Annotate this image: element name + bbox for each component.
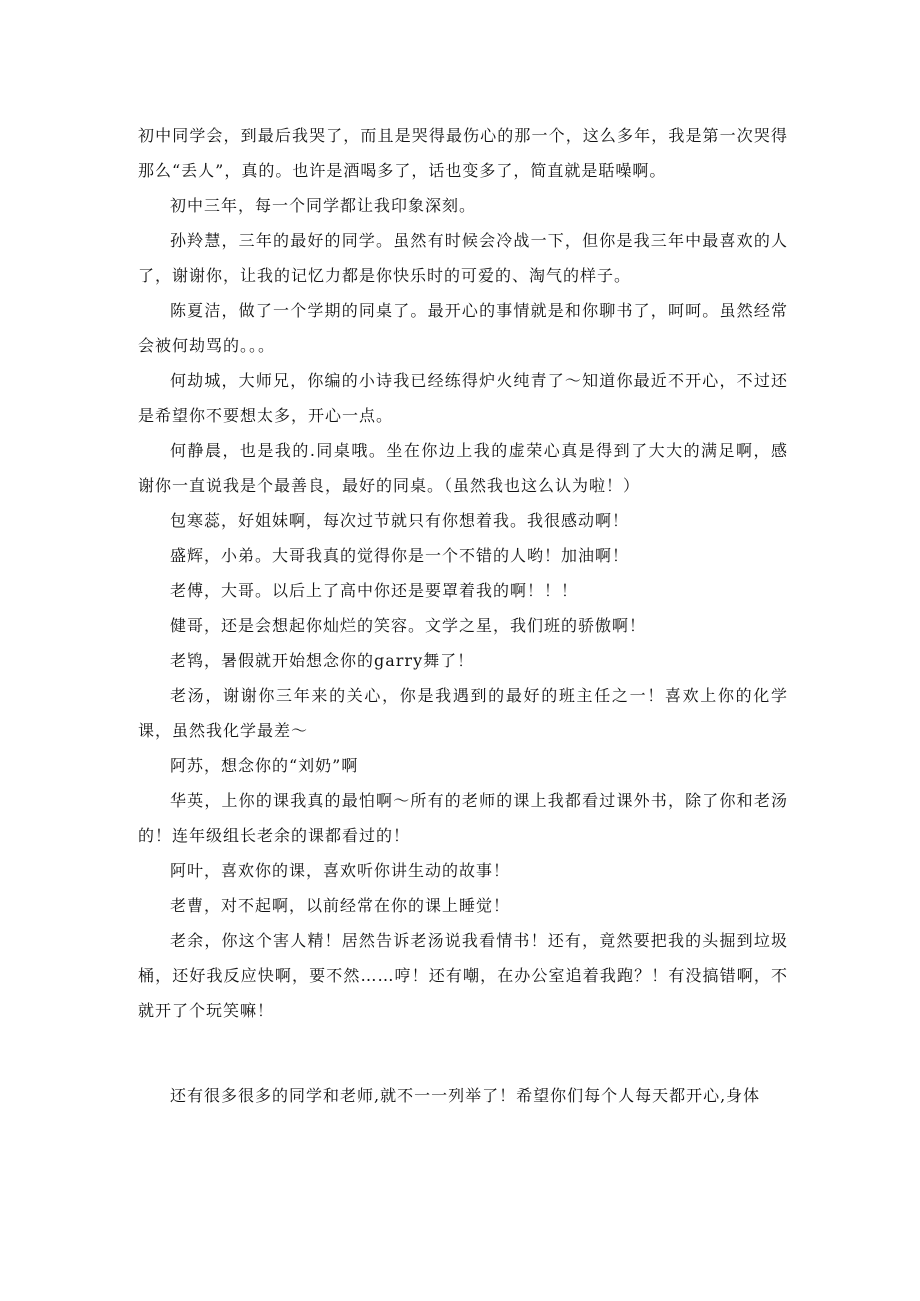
paragraph: 健哥，还是会想起你灿烂的笑容。文学之星，我们班的骄傲啊！: [170, 616, 647, 635]
paragraph: 盛辉，小弟。大哥我真的觉得你是一个不错的人哟！加油啊！: [170, 546, 630, 565]
paragraph: 老傅，大哥。以后上了高中你还是要罩着我的啊！！！: [170, 581, 579, 600]
paragraph: 华英，上你的课我真的最怕啊～所有的老师的课上我都看过课外书，除了你和老汤的！连年级组长老余的课都看过的！: [138, 791, 788, 845]
paragraph: 孙羚慧，三年的最好的同学。虽然有时候会冷战一下，但你是我三年中最喜欢的人了，谢谢你，让我的记忆力都是你快乐时的可爱的、淘气的样子。: [138, 231, 788, 285]
paragraph: 初中三年，每一个同学都让我印象深刻。: [170, 196, 477, 215]
paragraph: 阿叶，喜欢你的课，喜欢听你讲生动的故事！: [170, 861, 511, 880]
paragraph: 老余，你这个害人精！居然告诉老汤说我看情书！还有，竟然要把我的头掘到垃圾桶，还好我反应快啊，要不然……哼！还有嘲，在办公室追着我跑？！有没搞错啊，不就开了个玩笑嘛！: [138, 931, 788, 1020]
paragraph: 老鸨，暑假就开始想念你的garry舞了！: [170, 651, 475, 670]
paragraph: 陈夏洁，做了一个学期的同桌了。最开心的事情就是和你聊书了，呵呵。虽然经常会被何劫骂的。。。: [138, 301, 788, 355]
paragraph-closing: 还有很多很多的同学和老师,就不一一列举了！希望你们每个人每天都开心,身体: [170, 1086, 761, 1105]
paragraph-intro: 初中同学会，到最后我哭了，而且是哭得最伤心的那一个，这么多年，我是第一次哭得那么“丢人”，真的。也许是酒喝多了，话也变多了，简直就是聒噪啊。: [138, 126, 788, 180]
paragraph: 阿苏，想念你的“刘奶”啊: [170, 756, 359, 775]
paragraph: 老汤，谢谢你三年来的关心，你是我遇到的最好的班主任之一！喜欢上你的化学课，虽然我化学最差～: [138, 686, 788, 740]
document-body: [138, 118, 788, 1113]
paragraph: 何劫城，大师兄，你编的小诗我已经练得炉火纯青了～知道你最近不开心，不过还是希望你不要想太多，开心一点。: [138, 371, 788, 425]
paragraph: 老曹，对不起啊，以前经常在你的课上睡觉！: [170, 896, 511, 915]
paragraph: 何静晨，也是我的.同桌哦。坐在你边上我的虚荣心真是得到了大大的满足啊，感谢你一直说我是个最善良，最好的同桌。（虽然我也这么认为啦！）: [138, 441, 788, 495]
paragraph: 包寒蕊，好姐妹啊，每次过节就只有你想着我。我很感动啊！: [170, 511, 630, 530]
